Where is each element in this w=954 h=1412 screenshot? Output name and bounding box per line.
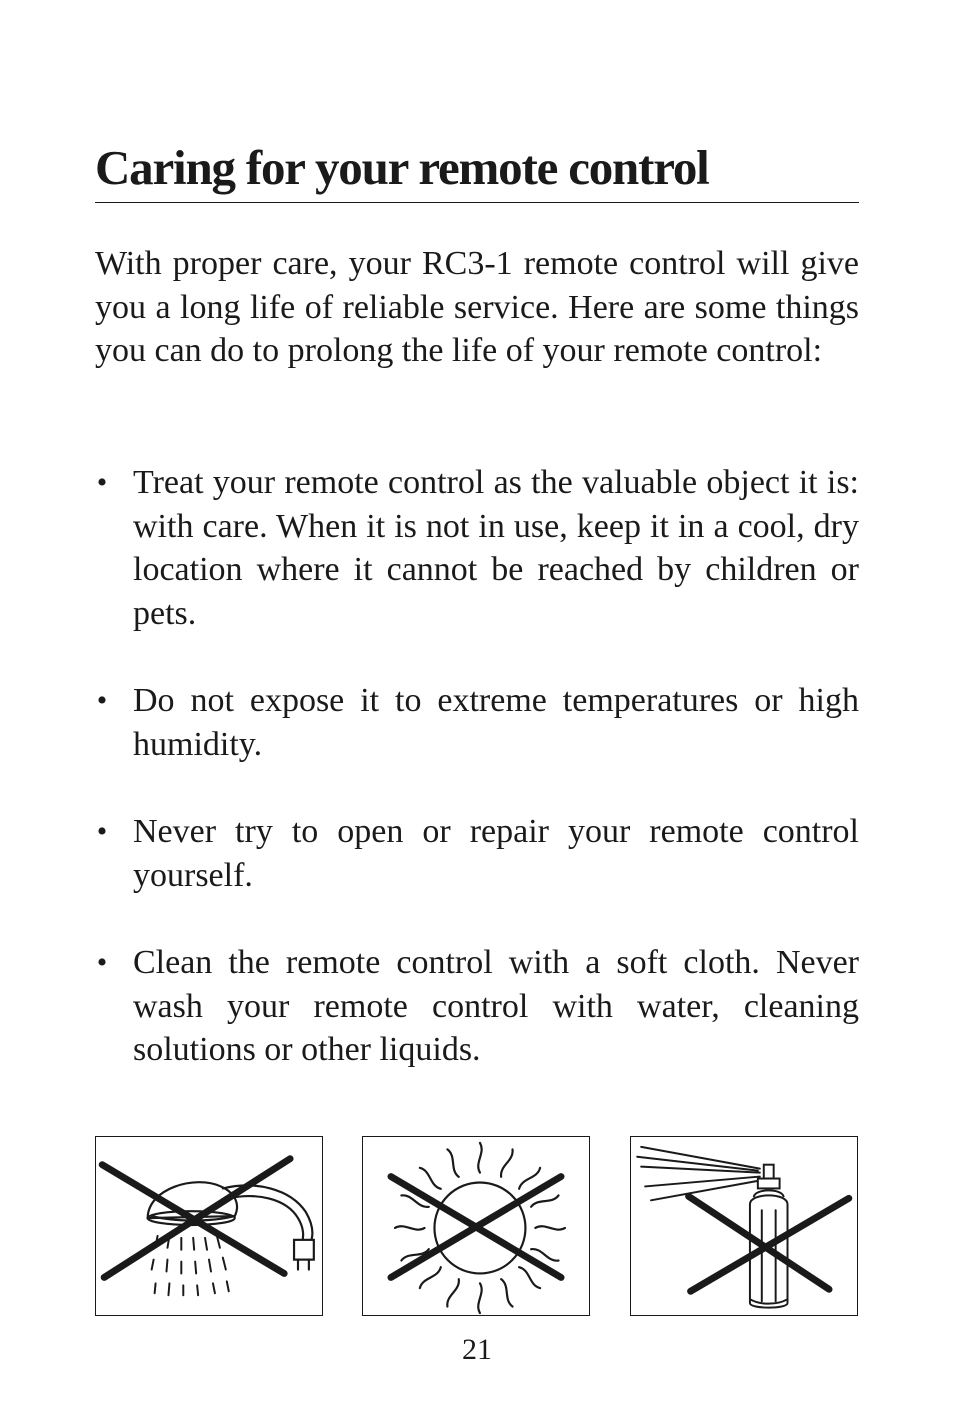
bullet-icon: • xyxy=(96,466,108,499)
list-item xyxy=(95,941,859,1072)
list-item-text: Treat your remote control as the valuable object it is: with care. When it is not in use, keep it in a cool, dry location where it cannot be reached by children or pets. xyxy=(133,464,859,632)
list-item-text: Never try to open or repair your remote control yourself. xyxy=(133,813,859,894)
bullet-icon: • xyxy=(96,815,108,848)
intro-paragraph: With proper care, your RC3-1 remote control will give you a long life of reliable service. Here are some things you can do to prolong the life of your remote control: xyxy=(95,245,859,369)
page-number: 21 xyxy=(462,1333,492,1366)
care-instructions-list xyxy=(95,461,859,1116)
bullet-icon: • xyxy=(96,684,108,717)
list-item xyxy=(95,810,859,897)
no-water-shower-icon xyxy=(95,1136,323,1316)
no-spray-liquid-icon xyxy=(630,1136,858,1316)
list-item-text: Do not expose it to extreme temperatures or high humidity. xyxy=(133,682,859,763)
list-item xyxy=(95,679,859,766)
bullet-icon: • xyxy=(96,946,108,979)
page-title: Caring for your remote control xyxy=(95,140,709,195)
title-divider xyxy=(95,202,859,203)
list-item-text: Clean the remote control with a soft cloth. Never wash your remote control with water, cleaning solutions or other liquids. xyxy=(133,944,859,1068)
no-sun-heat-icon xyxy=(362,1136,590,1316)
list-item xyxy=(95,461,859,635)
